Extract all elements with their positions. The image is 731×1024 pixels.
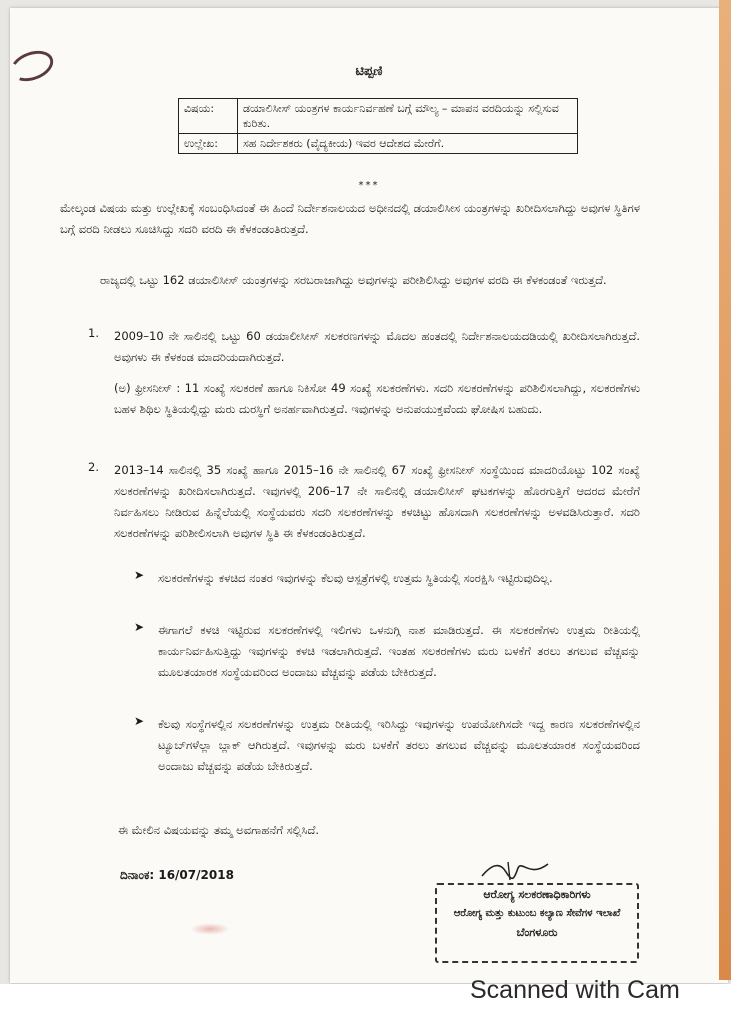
bullet-arrow-icon: ➤ (134, 714, 145, 728)
separator: *** (358, 180, 380, 191)
item1-number: 1. (88, 326, 99, 340)
intro-paragraph: ಮೇಲ್ಕಂಡ ವಿಷಯ ಮತ್ತು ಉಲ್ಲೇಖಕ್ಕೆ ಸಂಬಂಧಿಸಿದಂತೆ ಈ ಹಿಂದೆ ನಿರ್ದೇಶನಾಲಯದ ಅಧೀನದಲ್ಲಿ ಡಯಾಲಿಸೀಸ ಯಂತ್ರಗಳನ್ನು ಖರೀದಿಸಲಾಗಿದ್ದು ಅವುಗಳ ಸ್ಥಿತಿಗಳ ಬಗ್ಗೆ ವರದಿ ನೀಡಲು ಸೂಚಿಸಿದ್ದು ಸದರಿ ವರದಿ ಈ ಕೆಳಕಂಡಂತಿರುತ್ತದೆ. (60, 201, 640, 236)
reference-row (179, 134, 578, 154)
reference-value: ಸಹ ನಿರ್ದೇಶಕರು (ವೈದ್ಯಕೀಯ) ಇವರ ಆದೇಶದ ಮೇರೆಗೆ. (238, 134, 578, 154)
bullet-3: ಕೆಲವು ಸಂಸ್ಥೆಗಳಲ್ಲಿನ ಸಲಕರಣೆಗಳನ್ನು ಉತ್ತಮ ರೀತಿಯಲ್ಲಿ ಇರಿಸಿದ್ದು ಇವುಗಳನ್ನು ಉಪಯೋಗಿಸದೇ ಇದ್ದ ಕಾರಣ ಸಲಕರಣೆಗಳಲ್ಲಿನ ಟ್ಯೂಬ್‌ಗಳೆಲ್ಲಾ ಬ್ಲಾಕ್ ಆಗಿರುತ್ತದೆ. ಇವುಗಳನ್ನು ಮರು ಬಳಕೆಗೆ ತರಲು ತಗಲುವ ವೆಚ್ಚವನ್ನು ಮೂಲತಯಾರಕ ಸಂಸ್ಥೆಯವರಿಂದ ಅಂದಾಜು ವೆಚ್ಚವನ್ನು ಪಡೆಯ ಬೇಕಿರುತ್ತದೆ. (158, 717, 640, 773)
bullet-arrow-icon: ➤ (134, 620, 145, 634)
subject-value: ಡಯಾಲಿಸೀಸ್ ಯಂತ್ರಗಳ ಕಾರ್ಯನಿರ್ವಹಣೆ ಬಗ್ಗೆ ಮೌಲ್ಯ – ಮಾಪನ ವರದಿಯನ್ನು ಸಲ್ಲಿಸುವ ಕುರಿತು. (238, 99, 578, 134)
scanner-watermark: Scanned with Cam (470, 976, 680, 1004)
ink-smudge (190, 923, 230, 935)
item2-text: 2013–14 ಸಾಲಿನಲ್ಲಿ 35 ಸಂಖ್ಯೆ ಹಾಗೂ 2015–16 ನೇ ಸಾಲಿನಲ್ಲಿ 67 ಸಂಖ್ಯೆ ಫ್ರೀಸನೀಸ್ ಸಂಸ್ಥೆಯಿಂದ ಮಾದರಿಯೊಟ್ಟು 102 ಸಂಖ್ಯೆ ಸಲಕರಣೆಗಳನ್ನು ಖರೀದಿಸಲಾಗಿರುತ್ತದೆ. ಇವುಗಳಲ್ಲಿ 206–17 ನೇ ಸಾಲಿನಲ್ಲಿ ಡಯಾಲಿಸೀಸ್ ಘಟಕಗಳನ್ನು ಹೊರಗುತ್ತಿಗೆ ಆದರದ ಮೇರೆಗೆ ನಿರ್ವಹಿಸಲು ನೀಡಿರುವ ಹಿನ್ನೆಲೆಯಲ್ಲಿ ಸಂಸ್ಥೆಯವರು ಸದರಿ ಸಲಕರಣೆಗಳನ್ನು ಕಳಚಿಟ್ಟು ಹೊಸದಾಗಿ ಸಲಕರಣೆಗಳನ್ನು ಅಳವಡಿಸಿರುತ್ತಾರೆ. ಸದರಿ ಸಲಕರಣೆಗಳನ್ನು ಪರಿಶೀಲಿಸಲಾಗಿ ಅವುಗಳ ಸ್ಥಿತಿ ಈ ಕೆಳಕಂಡಂತಿರುತ್ತದೆ. (114, 463, 640, 540)
subject-row (179, 99, 578, 134)
second-paragraph: ರಾಜ್ಯದಲ್ಲಿ ಒಟ್ಟು 162 ಡಯಾಲಿಸೀಸ್ ಯಂತ್ರಗಳನ್ನು ಸರಬರಾಜಾಗಿದ್ದು ಅವುಗಳನ್ನು ಪರೀಶಿಲಿಸಿದ್ದು ಅವುಗಳ ವರದಿ ಈ ಕೆಳಕಂಡಂತೆ ಇರುತ್ತದೆ. (100, 273, 607, 287)
signature-icon (480, 858, 550, 882)
stamp-line2: ಆರೋಗ್ಯ ಮತ್ತು ಕುಟುಂಬ ಕಲ್ಯಾಣ ಸೇವೆಗಳ ಇಲಾಖೆ (453, 908, 621, 919)
stamp-line1: ಆರೋಗ್ಯ ಸಲಕರಣಾಧಿಕಾರಿಗಳು (483, 888, 591, 901)
item1-sub: (ಅ) ಫ್ರೀಸನೀಸ್ : 11 ಸಂಖ್ಯೆ ಸಲಕರಣೆ ಹಾಗೂ ನಿಕಿಸೋ 49 ಸಂಖ್ಯೆ ಸಲಕರಣೆಗಳು. ಸದರಿ ಸಲಕರಣೆಗಳನ್ನು ಪರಿಶಿಲಿಸಲಾಗಿದ್ದು, ಸಲಕರಣೆಗಳು ಬಹಳ ಶಿಥಿಲ ಸ್ಥಿತಿಯಲ್ಲಿದ್ದು ಮರು ದುರಸ್ಥಿಗೆ ಅನರ್ಹವಾಗಿರುತ್ತದೆ. ಇವುಗಳನ್ನು ಅನುಪಯುಕ್ತವೆಂದು ಘೋಷಿಸ ಬಹುದು. (114, 381, 640, 416)
document-page (10, 8, 728, 983)
subject-label: ವಿಷಯ: (179, 99, 238, 134)
bullet-1: ಸಲಕರಣೆಗಳನ್ನು ಕಳಚಿದ ನಂತರ ಇವುಗಳನ್ನು ಕೆಲವು ಆಸ್ಪತ್ರೆಗಳಲ್ಲಿ ಉತ್ತಮ ಸ್ಥಿತಿಯಲ್ಲಿ ಸಂರಕ್ಷಿಸಿ ಇಟ್ಟಿರುವುದಿಲ್ಲ. (158, 571, 553, 585)
stamp-line3: ಬೆಂಗಳೂರು (516, 926, 558, 939)
reference-label: ಉಲ್ಲೇಖ: (179, 134, 238, 154)
page-edge-strip (719, 0, 731, 980)
document-date: ದಿನಾಂಕ: 16/07/2018 (120, 868, 234, 882)
item1-text: 2009–10 ನೇ ಸಾಲಿನಲ್ಲಿ ಒಟ್ಟು 60 ಡಯಾಲೀಸೀಸ್ ಸಲಕರಣಗಳನ್ನು ಮೊದಲ ಹಂತದಲ್ಲಿ ನಿರ್ದೇಶನಾಲಯದಡಿಯಲ್ಲಿ ಖರೀದಿಸಲಾಗಿರುತ್ತದೆ. ಅವುಗಳು ಈ ಕೆಳಕಂಡ ಮಾದರಿಯದಾಗಿರುತ್ತದೆ. (114, 329, 640, 364)
document-title: ಟಿಪ್ಪಣಿ (355, 64, 383, 79)
subject-table (178, 98, 578, 154)
item2-number: 2. (88, 460, 99, 474)
bullet-arrow-icon: ➤ (134, 568, 145, 582)
closing-line: ಈ ಮೇಲಿನ ವಿಷಯವನ್ನು ತಮ್ಮ ಅವಗಾಹನೆಗೆ ಸಲ್ಲಿಸಿದೆ. (118, 823, 320, 837)
bullet-2: ಈಗಾಗಲೆ ಕಳಚಿ ಇಟ್ಟಿರುವ ಸಲಕರಣೆಗಳಲ್ಲಿ ಇಲಿಗಳು ಒಳನುಗ್ಗಿ ನಾಶ ಮಾಡಿರುತ್ತದೆ. ಈ ಸಲಕರಣೆಗಳು ಉತ್ತಮ ರೀತಿಯಲ್ಲಿ ಕಾರ್ಯನಿರ್ವಹಿಸುತ್ತಿದ್ದು ಇವುಗಳನ್ನು ಕಳಚಿ ಇಡಲಾಗಿರುತ್ತದೆ. ಇಂತಹ ಸಲಕರಣೆಗಳು ಮರು ಬಳಕೆಗೆ ತರಲು ತಗಲುವ ವೆಚ್ಚವನ್ನು ಮೂಲತಯಾರಕ ಸಂಸ್ಥೆಯವರಿಂದ ಅಂದಾಜು ವೆಚ್ಚವನ್ನು ಪಡೆಯ ಬೇಕಿರುತ್ತದೆ. (158, 623, 640, 679)
official-stamp (435, 883, 639, 963)
